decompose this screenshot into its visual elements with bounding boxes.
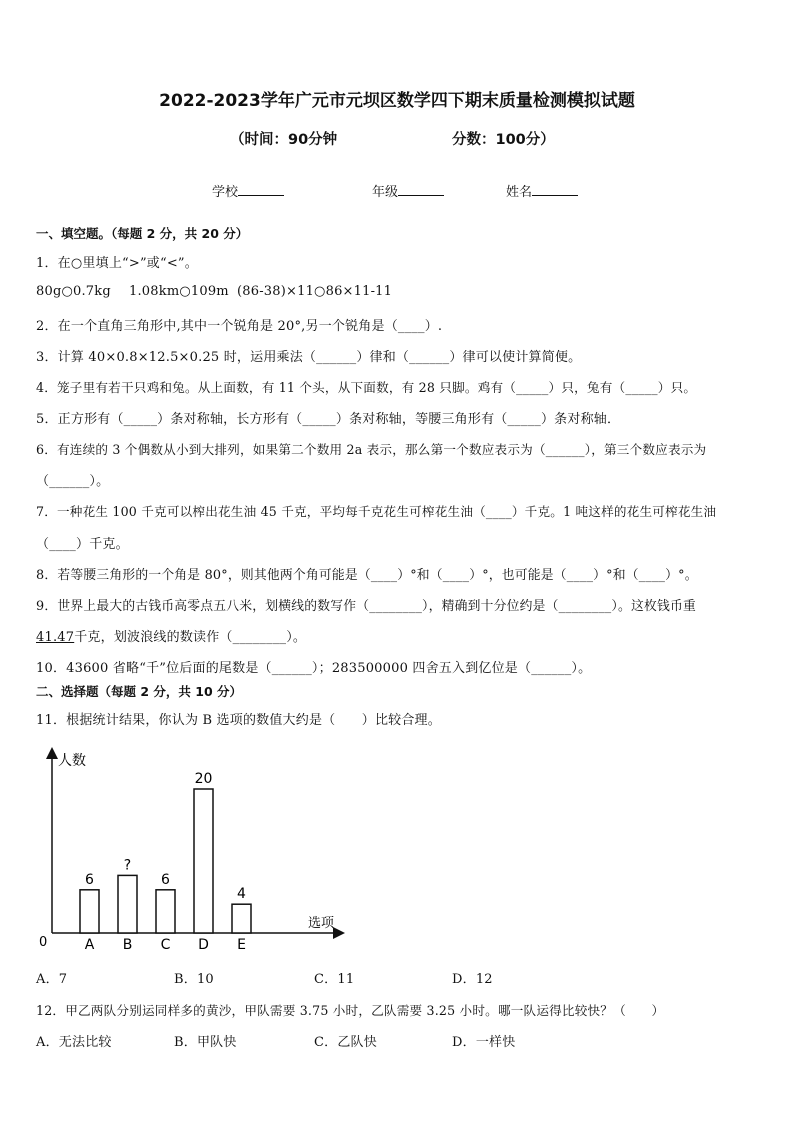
question-11: 11．根据统计结果，你认为 B 选项的数值大约是（ ）比较合理。 <box>36 713 441 728</box>
x-tick-d: D <box>198 937 209 953</box>
question-6-line2: （______）。 <box>36 474 110 489</box>
name-label: 姓名 <box>506 185 533 200</box>
bar-a <box>80 890 99 933</box>
question-5: 5．正方形有（_____）条对称轴，长方形有（_____）条对称轴，等腰三角形有（_____）条对称轴． <box>36 412 621 427</box>
bar-chart <box>30 740 360 955</box>
bar-value-label-a: 6 <box>85 871 94 888</box>
question-1: 1．在○里填上“>”或“<”。 <box>36 256 198 271</box>
question-4: 4．笼子里有若干只鸡和兔。从上面数，有 11 个头，从下面数，有 28 只脚。鸡有（_____）只，兔有（_____）只。 <box>36 380 697 395</box>
bar-d <box>194 789 213 933</box>
school-blank[interactable] <box>238 183 284 196</box>
name-blank[interactable] <box>532 183 578 196</box>
question-8: 8．若等腰三角形的一个角是 80°，则其他两个角可能是（____）°和（____）°，也可能是（____）°和（____）°。 <box>36 568 698 583</box>
question-9-line1: 9．世界上最大的古钱币高零点五八米，划横线的数写作（________），精确到十分位约是（________）。这枚钱币重 <box>36 599 696 614</box>
q12-option-d[interactable]: D．一样快 <box>452 1035 516 1050</box>
x-axis-label: 选项 <box>308 916 335 931</box>
grade-blank[interactable] <box>398 183 444 196</box>
x-tick-c: C <box>160 937 171 953</box>
section2-heading: 二、选择题（每题 2 分，共 10 分） <box>36 684 243 699</box>
x-tick-e: E <box>237 937 246 953</box>
origin-label: 0 <box>39 935 48 950</box>
school-label: 学校 <box>212 185 239 200</box>
q1-item-2: 1.08km○109m <box>129 284 229 299</box>
question-3: 3．计算 40×0.8×12.5×0.25 时，运用乘法（______）律和（______）律可以使计算简便。 <box>36 350 582 365</box>
question-6-line1: 6．有连续的 3 个偶数从小到大排列，如果第二个数用 2a 表示，那么第一个数应表示为（______），第三个数应表示为 <box>36 442 707 457</box>
page-title: 2022-2023学年广元市元坝区数学四下期末质量检测模拟试题 <box>159 91 635 111</box>
y-axis-label: 人数 <box>58 753 86 769</box>
bar-value-label-c: 6 <box>161 871 170 888</box>
q12-option-b[interactable]: B．甲队快 <box>174 1035 237 1050</box>
bar-e <box>232 904 251 933</box>
q12-option-a[interactable]: A．无法比较 <box>36 1035 112 1050</box>
exam-score: 分数：100分） <box>452 132 555 148</box>
bar-value-label-d: 20 <box>194 771 213 787</box>
q11-option-b[interactable]: B．10 <box>174 972 214 987</box>
section1-heading: 一、填空题。（每题 2 分，共 20 分） <box>36 226 249 241</box>
bar-c <box>156 890 175 933</box>
x-tick-a: A <box>84 937 95 953</box>
q9-weight-number: 41.47 <box>36 630 75 645</box>
grade-field <box>372 181 444 200</box>
exam-time: （时间：90分钟 <box>230 132 338 148</box>
question-2: 2．在一个直角三角形中,其中一个锐角是 20°,另一个锐角是（____）. <box>36 319 443 334</box>
q11-option-c[interactable]: C．11 <box>314 972 355 987</box>
grade-label: 年级 <box>372 185 399 200</box>
q12-option-c[interactable]: C．乙队快 <box>314 1035 377 1050</box>
bar-b <box>118 875 137 933</box>
bar-value-label-b: ? <box>123 857 132 874</box>
school-field <box>212 181 284 200</box>
q9-line2-rest: 千克，划波浪线的数读作（________）。 <box>74 630 307 645</box>
q11-option-d[interactable]: D．12 <box>452 972 493 987</box>
question-7-line1: 7．一种花生 100 千克可以榨出花生油 45 千克，平均每千克花生可榨花生油（____）千克。1 吨这样的花生可榨花生油 <box>36 504 717 519</box>
question-10: 10．43600 省略“千”位后面的尾数是（______）；283500000 四舍五入到亿位是（______）。 <box>36 661 592 676</box>
q1-item-3: (86-38)×11○86×11-11 <box>237 284 393 299</box>
bar-value-label-e: 4 <box>237 886 246 903</box>
question-9-line2 <box>36 626 306 645</box>
question-7-line2: （____）千克。 <box>36 537 129 552</box>
name-field <box>506 181 578 200</box>
q11-option-a[interactable]: A．7 <box>36 972 68 987</box>
x-tick-b: B <box>122 937 133 953</box>
question-12: 12．甲乙两队分别运同样多的黄沙，甲队需要 3.75 小时，乙队需要 3.25 小时。哪一队运得比较快？（ ） <box>36 1003 665 1018</box>
q1-item-1: 80g○0.7kg <box>36 284 111 299</box>
